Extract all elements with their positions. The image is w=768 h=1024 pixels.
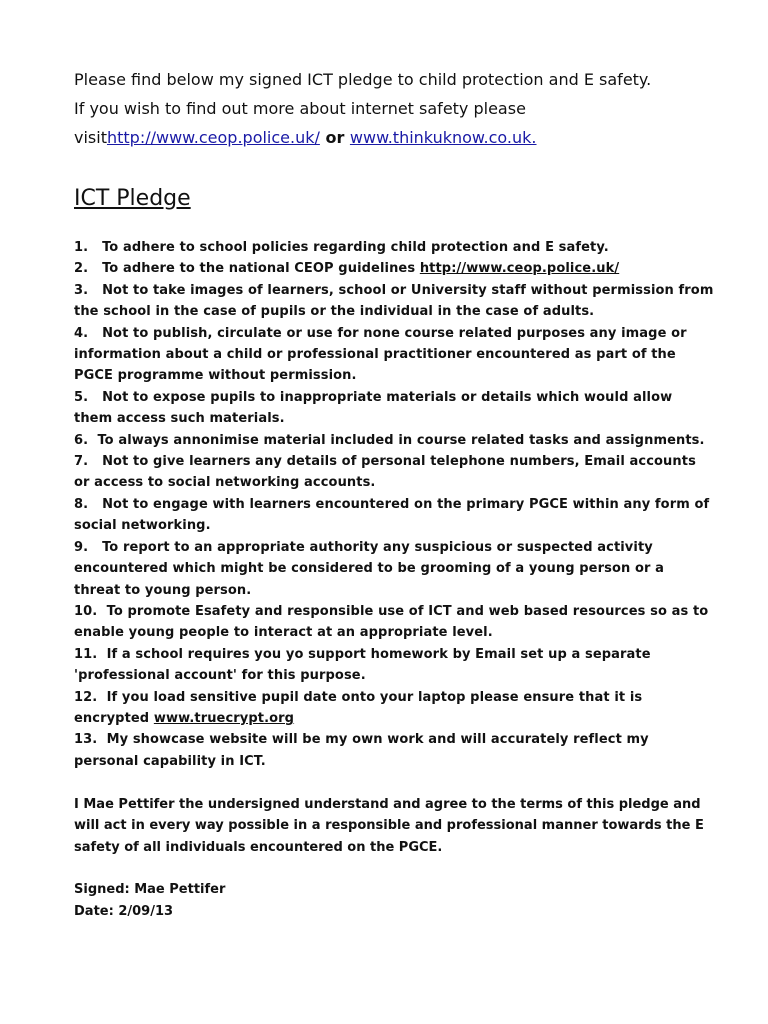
list-item xyxy=(74,258,714,279)
pledge-number: 1. xyxy=(74,240,103,255)
pledge-text: To always annonimise material included in course related tasks and assignments. xyxy=(97,432,705,448)
pledge-text: Not to engage with learners encountered on the primary PGCE within any form of social networking. xyxy=(74,496,714,534)
list-item xyxy=(74,387,714,430)
list-item xyxy=(74,280,719,323)
list-item xyxy=(74,729,714,772)
list-item xyxy=(74,451,714,494)
list-item xyxy=(74,537,714,601)
pledge-number: 6. xyxy=(74,432,98,448)
pledge-list xyxy=(74,237,719,772)
page-title: ICT Pledge xyxy=(74,186,191,211)
date-line: Date: 2/09/13 xyxy=(74,904,174,919)
pledge-number: 4. xyxy=(74,325,103,341)
list-item xyxy=(74,644,714,687)
or-text: or xyxy=(319,128,350,147)
pledge-text: To report to an appropriate authority any suspicious or suspected activity encountered which might be considered to be grooming of a young person or a threat to young person. xyxy=(74,539,669,598)
intro-line-1: Please find below my signed ICT pledge to child protection and E safety. xyxy=(74,70,652,89)
list-item xyxy=(74,430,714,451)
intro-line-2 xyxy=(74,94,714,152)
list-item xyxy=(74,237,714,258)
pledge-list-container xyxy=(74,237,719,772)
pledge-text: If you load sensitive pupil date onto your laptop please ensure that it is encrypted xyxy=(74,689,647,726)
pledge-text: Not to expose pupils to inappropriate materials or details which would allow them access such materials. xyxy=(74,389,677,427)
pledge-number: 10. xyxy=(74,603,107,619)
pledge-text: My showcase website will be my own work and will accurately reflect my personal capability in ICT. xyxy=(74,732,654,769)
ceop-link[interactable]: http://www.ceop.police.uk/ xyxy=(106,128,320,147)
pledge-text: Not to take images of learners, school or University staff without permission from the school in the case of pupils or the individual in the case of adults. xyxy=(74,282,719,320)
pledge-text: To adhere to school policies regarding child protection and E safety. xyxy=(102,240,609,255)
pledge-number: 3. xyxy=(74,282,103,298)
list-item xyxy=(74,323,714,387)
pledge-number: 11. xyxy=(74,646,107,662)
intro-line-2-text: If you wish to find out more about internet safety please visit xyxy=(74,99,526,147)
pledge-number: 7. xyxy=(74,454,103,470)
pledge-text: Not to give learners any details of personal telephone numbers, Email accounts or access to social networking accounts. xyxy=(74,454,701,491)
list-item xyxy=(74,494,714,537)
intro-block xyxy=(74,65,714,152)
list-item xyxy=(74,601,714,644)
signature-line: Signed: Mae Pettifer xyxy=(74,882,226,897)
declaration-text: I Mae Pettifer the undersigned understand and agree to the terms of this pledge and will act in every way possible in a responsible and professional manner towards the E safety of all individuals encountered on the PGCE. xyxy=(74,797,704,855)
pledge-text: To promote Esafety and responsible use of ICT and web based resources so as to enable young people to interact at an appropriate level. xyxy=(74,603,713,641)
pledge-link[interactable]: www.truecrypt.org xyxy=(153,710,295,726)
pledge-link[interactable]: http://www.ceop.police.uk/ xyxy=(419,261,620,277)
thinkuknow-link[interactable]: www.thinkuknow.co.uk. xyxy=(349,128,537,147)
pledge-number: 2. xyxy=(74,261,103,277)
pledge-text: To adhere to the national CEOP guidelines xyxy=(102,261,420,277)
list-item xyxy=(74,687,714,730)
pledge-number: 5. xyxy=(74,389,103,405)
pledge-text: Not to publish, circulate or use for none course related purposes any image or information about a child or professional practitioner encountered as part of the PGCE programme without permission. xyxy=(74,325,692,384)
pledge-text: If a school requires you yo support homework by Email set up a separate 'professional account' for this purpose. xyxy=(74,646,656,684)
pledge-number: 8. xyxy=(74,496,103,512)
pledge-number: 9. xyxy=(74,539,103,555)
pledge-number: 12. xyxy=(74,689,107,705)
pledge-number: 13. xyxy=(74,732,107,748)
